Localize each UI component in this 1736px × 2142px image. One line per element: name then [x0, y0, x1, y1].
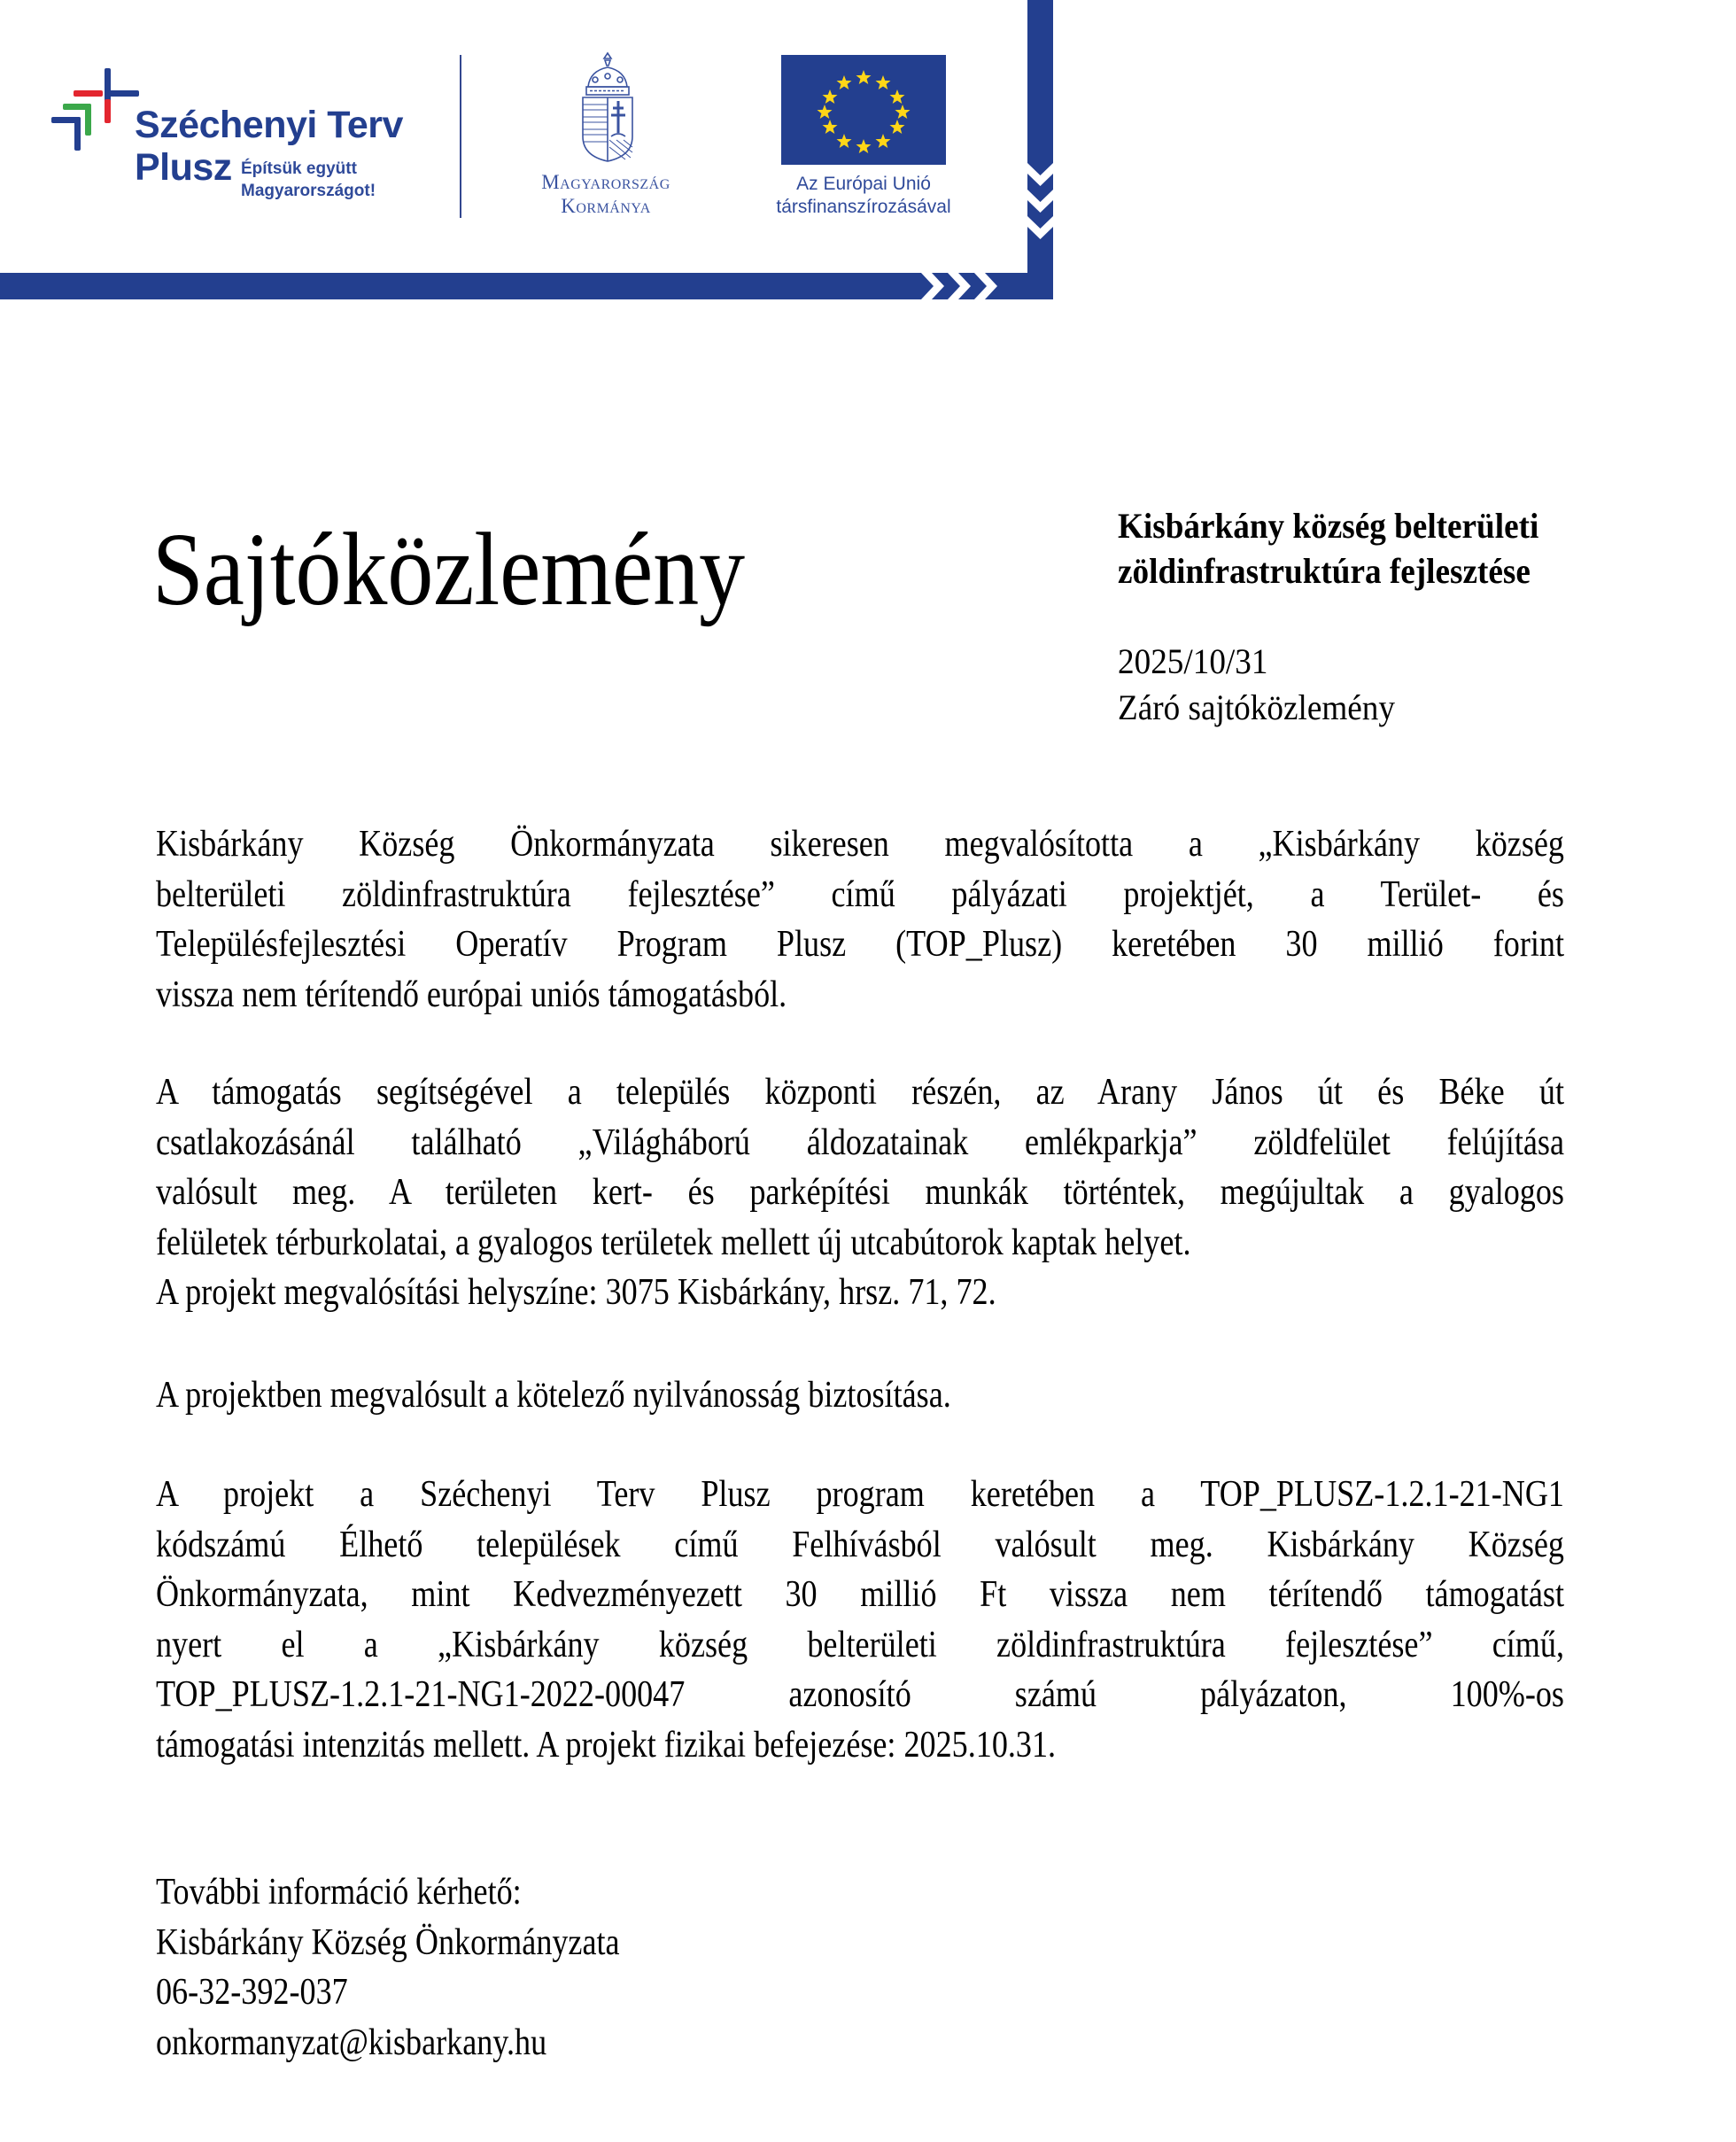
- project-title-line-2: zöldinfrastruktúra fejlesztése: [1118, 551, 1531, 591]
- contact-heading: További információ kérhető:: [156, 1872, 522, 1913]
- eu-line-2: társfinanszírozásával: [776, 197, 951, 217]
- chevrons-right-icon: [919, 273, 1001, 299]
- szechenyi-tagline: [241, 158, 376, 202]
- paragraph-line: A projekt a Széchenyi Terv Plusz program keretében a TOP_PLUSZ-1.2.1-21-NG1: [156, 1474, 1564, 1515]
- szechenyi-terv-plusz-logo: [51, 66, 406, 207]
- project-title: [1118, 503, 1629, 594]
- release-date: 2025/10/31: [1118, 641, 1268, 681]
- paragraph-line: kódszámú Élhető települések című Felhívásból valósult meg. Kisbárkány Község: [156, 1524, 1564, 1565]
- paragraph-line: Településfejlesztési Operatív Program Plusz (TOP_Plusz) keretében 30 millió forint: [156, 924, 1564, 965]
- frame-bar-horizontal: [0, 273, 1053, 299]
- eu-logo-text: [744, 173, 983, 219]
- contact-phone[interactable]: 06-32-392-037: [156, 1972, 348, 2013]
- contact-email-link[interactable]: onkormanyzat@kisbarkany.hu: [156, 2022, 547, 2063]
- contact-organization: Kisbárkány Község Önkormányzata: [156, 1921, 620, 1963]
- paragraph-line: A támogatás segítségével a település központi részén, az Arany János út és Béke út: [156, 1072, 1564, 1113]
- eu-flag-icon: [781, 55, 946, 165]
- szechenyi-title: Széchenyi Terv: [135, 104, 403, 146]
- tagline-line-1: Építsük együtt: [241, 159, 357, 178]
- paragraph-line: A projekt megvalósítási helyszíne: 3075 Kisbárkány, hrsz. 71, 72.: [156, 1272, 996, 1313]
- page-title: Sajtóközlemény: [152, 511, 746, 627]
- header-banner: [0, 0, 1063, 301]
- hungarian-government-logo: [508, 50, 703, 227]
- paragraph-1: [156, 819, 1564, 1020]
- coat-of-arms-icon: [577, 51, 638, 163]
- eu-cofinancing-logo: [744, 53, 983, 230]
- paragraph-4: [156, 1470, 1564, 1770]
- logo-divider: [460, 55, 461, 218]
- paragraph-line: TOP_PLUSZ-1.2.1-21-NG1-2022-00047 azonosító számú pályázaton, 100%-os: [156, 1674, 1564, 1715]
- release-type: Záró sajtóközlemény: [1118, 687, 1395, 727]
- frame-bar-vertical: [1027, 0, 1053, 299]
- paragraph-line: Kisbárkány Község Önkormányzata sikeresen megvalósította a „Kisbárkány község: [156, 824, 1564, 865]
- paragraph-line: belterületi zöldinfrastruktúra fejlesztése” című pályázati projektjét, a Terület- és: [156, 873, 1564, 915]
- chevrons-down-icon: [1027, 161, 1053, 246]
- szechenyi-cross-icon: [51, 66, 140, 154]
- paragraph-2: [156, 1067, 1564, 1318]
- government-logo-text: [508, 170, 703, 218]
- paragraph-line: vissza nem térítendő európai uniós támogatásból.: [156, 974, 787, 1015]
- release-meta: [1118, 639, 1629, 731]
- gov-line-1: Magyarország: [541, 171, 670, 193]
- eu-line-1: Az Európai Unió: [796, 174, 931, 194]
- tagline-line-2: Magyarországot!: [241, 182, 376, 200]
- paragraph-line: A projektben megvalósult a kötelező nyilvánosság biztosítása.: [156, 1375, 951, 1416]
- paragraph-line: nyert el a „Kisbárkány község belterületi zöldinfrastruktúra fejlesztése” című,: [156, 1624, 1564, 1665]
- gov-line-2: Kormánya: [561, 195, 651, 217]
- project-info-block: [1118, 503, 1667, 731]
- paragraph-line: felületek térburkolatai, a gyalogos területek mellett új utcabútorok kaptak helyet.: [156, 1222, 1191, 1263]
- szechenyi-plusz: Plusz: [135, 146, 232, 189]
- paragraph-line: csatlakozásánál található „Világháború áldozatainak emlékparkja” zöldfelület felújítása: [156, 1121, 1564, 1163]
- paragraph-3: [156, 1370, 1564, 1421]
- paragraph-line: támogatási intenzitás mellett. A projekt fizikai befejezése: 2025.10.31.: [156, 1724, 1057, 1766]
- paragraph-line: Önkormányzata, mint Kedvezményezett 30 millió Ft vissza nem térítendő támogatást: [156, 1574, 1564, 1615]
- contact-block: [156, 1867, 695, 2068]
- paragraph-line: valósult meg. A területen kert- és parképítési munkák történtek, megújultak a gyalogos: [156, 1172, 1564, 1213]
- project-title-line-1: Kisbárkány község belterületi: [1118, 506, 1539, 546]
